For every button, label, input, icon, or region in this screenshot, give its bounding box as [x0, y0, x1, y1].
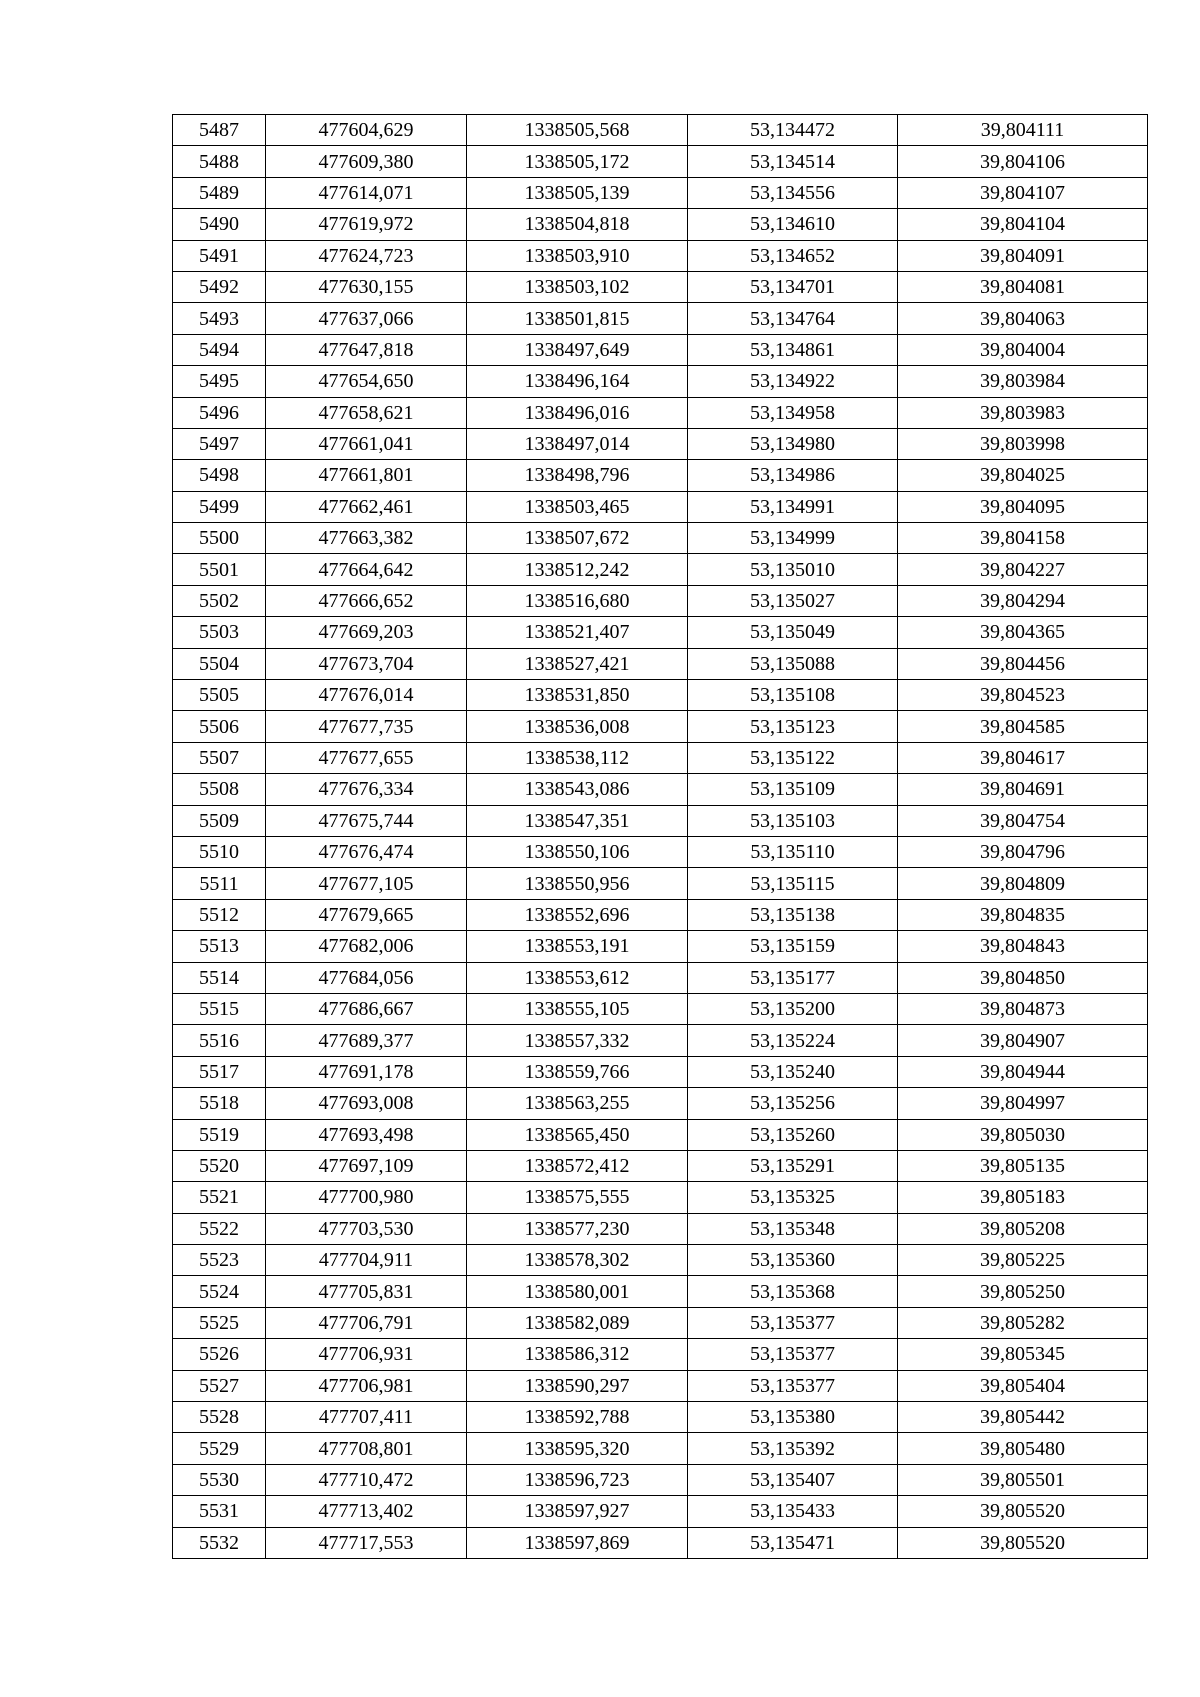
table-row — [173, 1056, 1148, 1087]
point-number-cell: 5487 — [173, 115, 266, 146]
table-row — [173, 899, 1148, 930]
latitude-cell: 53,134861 — [688, 334, 898, 365]
x-coordinate-cell: 477705,831 — [266, 1276, 467, 1307]
latitude-cell: 53,135433 — [688, 1496, 898, 1527]
longitude-cell: 39,804843 — [898, 931, 1148, 962]
point-number-cell: 5501 — [173, 554, 266, 585]
y-coordinate-cell: 1338577,230 — [467, 1213, 688, 1244]
table-row — [173, 742, 1148, 773]
point-number-cell: 5528 — [173, 1402, 266, 1433]
x-coordinate-cell: 477604,629 — [266, 115, 467, 146]
y-coordinate-cell: 1338512,242 — [467, 554, 688, 585]
latitude-cell: 53,135115 — [688, 868, 898, 899]
latitude-cell: 53,135109 — [688, 774, 898, 805]
latitude-cell: 53,134764 — [688, 303, 898, 334]
y-coordinate-cell: 1338503,465 — [467, 491, 688, 522]
table-row — [173, 240, 1148, 271]
x-coordinate-cell: 477609,380 — [266, 146, 467, 177]
x-coordinate-cell: 477713,402 — [266, 1496, 467, 1527]
y-coordinate-cell: 1338505,172 — [467, 146, 688, 177]
latitude-cell: 53,135103 — [688, 805, 898, 836]
x-coordinate-cell: 477717,553 — [266, 1527, 467, 1558]
y-coordinate-cell: 1338503,910 — [467, 240, 688, 271]
longitude-cell: 39,805442 — [898, 1402, 1148, 1433]
longitude-cell: 39,805501 — [898, 1464, 1148, 1495]
point-number-cell: 5509 — [173, 805, 266, 836]
longitude-cell: 39,804106 — [898, 146, 1148, 177]
latitude-cell: 53,135471 — [688, 1527, 898, 1558]
table-row — [173, 1025, 1148, 1056]
longitude-cell: 39,805030 — [898, 1119, 1148, 1150]
point-number-cell: 5498 — [173, 460, 266, 491]
table-row — [173, 303, 1148, 334]
point-number-cell: 5517 — [173, 1056, 266, 1087]
y-coordinate-cell: 1338497,014 — [467, 428, 688, 459]
x-coordinate-cell: 477619,972 — [266, 209, 467, 240]
table-row — [173, 993, 1148, 1024]
x-coordinate-cell: 477697,109 — [266, 1150, 467, 1181]
longitude-cell: 39,805183 — [898, 1182, 1148, 1213]
latitude-cell: 53,135200 — [688, 993, 898, 1024]
latitude-cell: 53,134958 — [688, 397, 898, 428]
table-row — [173, 1433, 1148, 1464]
x-coordinate-cell: 477675,744 — [266, 805, 467, 836]
longitude-cell: 39,804873 — [898, 993, 1148, 1024]
x-coordinate-cell: 477706,981 — [266, 1370, 467, 1401]
x-coordinate-cell: 477707,411 — [266, 1402, 467, 1433]
x-coordinate-cell: 477691,178 — [266, 1056, 467, 1087]
x-coordinate-cell: 477669,203 — [266, 617, 467, 648]
latitude-cell: 53,135377 — [688, 1307, 898, 1338]
x-coordinate-cell: 477679,665 — [266, 899, 467, 930]
y-coordinate-cell: 1338516,680 — [467, 585, 688, 616]
table-row — [173, 1307, 1148, 1338]
y-coordinate-cell: 1338496,016 — [467, 397, 688, 428]
latitude-cell: 53,135122 — [688, 742, 898, 773]
y-coordinate-cell: 1338501,815 — [467, 303, 688, 334]
longitude-cell: 39,804365 — [898, 617, 1148, 648]
point-number-cell: 5516 — [173, 1025, 266, 1056]
point-number-cell: 5530 — [173, 1464, 266, 1495]
point-number-cell: 5496 — [173, 397, 266, 428]
longitude-cell: 39,804691 — [898, 774, 1148, 805]
x-coordinate-cell: 477706,791 — [266, 1307, 467, 1338]
y-coordinate-cell: 1338597,869 — [467, 1527, 688, 1558]
table-row — [173, 554, 1148, 585]
point-number-cell: 5507 — [173, 742, 266, 773]
y-coordinate-cell: 1338498,796 — [467, 460, 688, 491]
latitude-cell: 53,135325 — [688, 1182, 898, 1213]
point-number-cell: 5518 — [173, 1088, 266, 1119]
x-coordinate-cell: 477686,667 — [266, 993, 467, 1024]
y-coordinate-cell: 1338563,255 — [467, 1088, 688, 1119]
table-row — [173, 774, 1148, 805]
point-number-cell: 5522 — [173, 1213, 266, 1244]
point-number-cell: 5515 — [173, 993, 266, 1024]
y-coordinate-cell: 1338536,008 — [467, 711, 688, 742]
point-number-cell: 5492 — [173, 271, 266, 302]
x-coordinate-cell: 477689,377 — [266, 1025, 467, 1056]
point-number-cell: 5497 — [173, 428, 266, 459]
table-row — [173, 1496, 1148, 1527]
point-number-cell: 5503 — [173, 617, 266, 648]
point-number-cell: 5526 — [173, 1339, 266, 1370]
x-coordinate-cell: 477684,056 — [266, 962, 467, 993]
latitude-cell: 53,134999 — [688, 523, 898, 554]
x-coordinate-cell: 477676,014 — [266, 680, 467, 711]
y-coordinate-cell: 1338582,089 — [467, 1307, 688, 1338]
x-coordinate-cell: 477664,642 — [266, 554, 467, 585]
y-coordinate-cell: 1338580,001 — [467, 1276, 688, 1307]
longitude-cell: 39,805404 — [898, 1370, 1148, 1401]
x-coordinate-cell: 477654,650 — [266, 366, 467, 397]
latitude-cell: 53,134991 — [688, 491, 898, 522]
table-row — [173, 1182, 1148, 1213]
table-row — [173, 1150, 1148, 1181]
latitude-cell: 53,135377 — [688, 1370, 898, 1401]
y-coordinate-cell: 1338503,102 — [467, 271, 688, 302]
coordinate-table-body — [173, 115, 1148, 1559]
x-coordinate-cell: 477661,801 — [266, 460, 467, 491]
x-coordinate-cell: 477708,801 — [266, 1433, 467, 1464]
y-coordinate-cell: 1338553,612 — [467, 962, 688, 993]
x-coordinate-cell: 477663,382 — [266, 523, 467, 554]
longitude-cell: 39,804997 — [898, 1088, 1148, 1119]
x-coordinate-cell: 477647,818 — [266, 334, 467, 365]
table-row — [173, 1119, 1148, 1150]
table-row — [173, 177, 1148, 208]
latitude-cell: 53,134610 — [688, 209, 898, 240]
y-coordinate-cell: 1338557,332 — [467, 1025, 688, 1056]
table-row — [173, 1370, 1148, 1401]
table-row — [173, 366, 1148, 397]
latitude-cell: 53,135256 — [688, 1088, 898, 1119]
point-number-cell: 5489 — [173, 177, 266, 208]
longitude-cell: 39,804456 — [898, 648, 1148, 679]
table-row — [173, 868, 1148, 899]
latitude-cell: 53,135377 — [688, 1339, 898, 1370]
longitude-cell: 39,805345 — [898, 1339, 1148, 1370]
point-number-cell: 5495 — [173, 366, 266, 397]
longitude-cell: 39,804025 — [898, 460, 1148, 491]
longitude-cell: 39,804809 — [898, 868, 1148, 899]
longitude-cell: 39,804754 — [898, 805, 1148, 836]
y-coordinate-cell: 1338553,191 — [467, 931, 688, 962]
table-row — [173, 648, 1148, 679]
y-coordinate-cell: 1338538,112 — [467, 742, 688, 773]
point-number-cell: 5508 — [173, 774, 266, 805]
longitude-cell: 39,804835 — [898, 899, 1148, 930]
table-row — [173, 334, 1148, 365]
longitude-cell: 39,803998 — [898, 428, 1148, 459]
point-number-cell: 5525 — [173, 1307, 266, 1338]
y-coordinate-cell: 1338552,696 — [467, 899, 688, 930]
point-number-cell: 5513 — [173, 931, 266, 962]
latitude-cell: 53,135368 — [688, 1276, 898, 1307]
longitude-cell: 39,805208 — [898, 1213, 1148, 1244]
point-number-cell: 5494 — [173, 334, 266, 365]
longitude-cell: 39,804227 — [898, 554, 1148, 585]
latitude-cell: 53,134986 — [688, 460, 898, 491]
point-number-cell: 5490 — [173, 209, 266, 240]
point-number-cell: 5504 — [173, 648, 266, 679]
latitude-cell: 53,135049 — [688, 617, 898, 648]
latitude-cell: 53,135392 — [688, 1433, 898, 1464]
table-row — [173, 146, 1148, 177]
point-number-cell: 5519 — [173, 1119, 266, 1150]
longitude-cell: 39,804104 — [898, 209, 1148, 240]
longitude-cell: 39,805250 — [898, 1276, 1148, 1307]
latitude-cell: 53,134514 — [688, 146, 898, 177]
x-coordinate-cell: 477677,655 — [266, 742, 467, 773]
y-coordinate-cell: 1338565,450 — [467, 1119, 688, 1150]
x-coordinate-cell: 477676,334 — [266, 774, 467, 805]
table-row — [173, 209, 1148, 240]
latitude-cell: 53,135260 — [688, 1119, 898, 1150]
point-number-cell: 5500 — [173, 523, 266, 554]
x-coordinate-cell: 477658,621 — [266, 397, 467, 428]
table-row — [173, 617, 1148, 648]
table-row — [173, 1088, 1148, 1119]
longitude-cell: 39,804907 — [898, 1025, 1148, 1056]
x-coordinate-cell: 477704,911 — [266, 1245, 467, 1276]
latitude-cell: 53,134556 — [688, 177, 898, 208]
table-row — [173, 711, 1148, 742]
longitude-cell: 39,805520 — [898, 1496, 1148, 1527]
longitude-cell: 39,804585 — [898, 711, 1148, 742]
latitude-cell: 53,135088 — [688, 648, 898, 679]
point-number-cell: 5531 — [173, 1496, 266, 1527]
point-number-cell: 5520 — [173, 1150, 266, 1181]
point-number-cell: 5524 — [173, 1276, 266, 1307]
point-number-cell: 5511 — [173, 868, 266, 899]
x-coordinate-cell: 477637,066 — [266, 303, 467, 334]
table-row — [173, 491, 1148, 522]
point-number-cell: 5527 — [173, 1370, 266, 1401]
y-coordinate-cell: 1338497,649 — [467, 334, 688, 365]
y-coordinate-cell: 1338590,297 — [467, 1370, 688, 1401]
x-coordinate-cell: 477624,723 — [266, 240, 467, 271]
longitude-cell: 39,805520 — [898, 1527, 1148, 1558]
longitude-cell: 39,803984 — [898, 366, 1148, 397]
latitude-cell: 53,134652 — [688, 240, 898, 271]
longitude-cell: 39,804944 — [898, 1056, 1148, 1087]
longitude-cell: 39,804158 — [898, 523, 1148, 554]
table-row — [173, 460, 1148, 491]
point-number-cell: 5502 — [173, 585, 266, 616]
latitude-cell: 53,134701 — [688, 271, 898, 302]
point-number-cell: 5491 — [173, 240, 266, 271]
longitude-cell: 39,803983 — [898, 397, 1148, 428]
latitude-cell: 53,135291 — [688, 1150, 898, 1181]
coordinate-table — [172, 114, 1148, 1559]
y-coordinate-cell: 1338586,312 — [467, 1339, 688, 1370]
table-row — [173, 397, 1148, 428]
longitude-cell: 39,804617 — [898, 742, 1148, 773]
y-coordinate-cell: 1338507,672 — [467, 523, 688, 554]
latitude-cell: 53,134980 — [688, 428, 898, 459]
table-row — [173, 271, 1148, 302]
y-coordinate-cell: 1338559,766 — [467, 1056, 688, 1087]
y-coordinate-cell: 1338543,086 — [467, 774, 688, 805]
longitude-cell: 39,804081 — [898, 271, 1148, 302]
longitude-cell: 39,804107 — [898, 177, 1148, 208]
table-row — [173, 805, 1148, 836]
point-number-cell: 5523 — [173, 1245, 266, 1276]
table-row — [173, 1464, 1148, 1495]
table-row — [173, 1213, 1148, 1244]
x-coordinate-cell: 477677,105 — [266, 868, 467, 899]
table-row — [173, 523, 1148, 554]
y-coordinate-cell: 1338521,407 — [467, 617, 688, 648]
longitude-cell: 39,804091 — [898, 240, 1148, 271]
y-coordinate-cell: 1338575,555 — [467, 1182, 688, 1213]
longitude-cell: 39,805480 — [898, 1433, 1148, 1464]
latitude-cell: 53,135159 — [688, 931, 898, 962]
x-coordinate-cell: 477661,041 — [266, 428, 467, 459]
latitude-cell: 53,135224 — [688, 1025, 898, 1056]
latitude-cell: 53,135407 — [688, 1464, 898, 1495]
latitude-cell: 53,135380 — [688, 1402, 898, 1433]
x-coordinate-cell: 477700,980 — [266, 1182, 467, 1213]
point-number-cell: 5505 — [173, 680, 266, 711]
y-coordinate-cell: 1338578,302 — [467, 1245, 688, 1276]
table-row — [173, 585, 1148, 616]
y-coordinate-cell: 1338496,164 — [467, 366, 688, 397]
longitude-cell: 39,805225 — [898, 1245, 1148, 1276]
y-coordinate-cell: 1338572,412 — [467, 1150, 688, 1181]
table-row — [173, 1245, 1148, 1276]
longitude-cell: 39,804095 — [898, 491, 1148, 522]
y-coordinate-cell: 1338505,568 — [467, 115, 688, 146]
latitude-cell: 53,135010 — [688, 554, 898, 585]
x-coordinate-cell: 477703,530 — [266, 1213, 467, 1244]
longitude-cell: 39,804063 — [898, 303, 1148, 334]
latitude-cell: 53,134922 — [688, 366, 898, 397]
y-coordinate-cell: 1338504,818 — [467, 209, 688, 240]
x-coordinate-cell: 477706,931 — [266, 1339, 467, 1370]
y-coordinate-cell: 1338550,956 — [467, 868, 688, 899]
x-coordinate-cell: 477682,006 — [266, 931, 467, 962]
table-row — [173, 836, 1148, 867]
latitude-cell: 53,135110 — [688, 836, 898, 867]
point-number-cell: 5514 — [173, 962, 266, 993]
x-coordinate-cell: 477614,071 — [266, 177, 467, 208]
x-coordinate-cell: 477662,461 — [266, 491, 467, 522]
x-coordinate-cell: 477677,735 — [266, 711, 467, 742]
latitude-cell: 53,135360 — [688, 1245, 898, 1276]
y-coordinate-cell: 1338527,421 — [467, 648, 688, 679]
table-row — [173, 1276, 1148, 1307]
table-row — [173, 1402, 1148, 1433]
point-number-cell: 5532 — [173, 1527, 266, 1558]
y-coordinate-cell: 1338592,788 — [467, 1402, 688, 1433]
latitude-cell: 53,135348 — [688, 1213, 898, 1244]
latitude-cell: 53,135177 — [688, 962, 898, 993]
longitude-cell: 39,804294 — [898, 585, 1148, 616]
longitude-cell: 39,804796 — [898, 836, 1148, 867]
longitude-cell: 39,805135 — [898, 1150, 1148, 1181]
y-coordinate-cell: 1338555,105 — [467, 993, 688, 1024]
x-coordinate-cell: 477693,498 — [266, 1119, 467, 1150]
x-coordinate-cell: 477693,008 — [266, 1088, 467, 1119]
table-row — [173, 428, 1148, 459]
longitude-cell: 39,804004 — [898, 334, 1148, 365]
point-number-cell: 5493 — [173, 303, 266, 334]
y-coordinate-cell: 1338595,320 — [467, 1433, 688, 1464]
latitude-cell: 53,135138 — [688, 899, 898, 930]
point-number-cell: 5506 — [173, 711, 266, 742]
table-row — [173, 1527, 1148, 1558]
table-row — [173, 1339, 1148, 1370]
y-coordinate-cell: 1338505,139 — [467, 177, 688, 208]
point-number-cell: 5488 — [173, 146, 266, 177]
y-coordinate-cell: 1338531,850 — [467, 680, 688, 711]
y-coordinate-cell: 1338550,106 — [467, 836, 688, 867]
y-coordinate-cell: 1338596,723 — [467, 1464, 688, 1495]
latitude-cell: 53,135027 — [688, 585, 898, 616]
x-coordinate-cell: 477710,472 — [266, 1464, 467, 1495]
table-row — [173, 115, 1148, 146]
point-number-cell: 5529 — [173, 1433, 266, 1464]
table-row — [173, 931, 1148, 962]
latitude-cell: 53,135108 — [688, 680, 898, 711]
longitude-cell: 39,805282 — [898, 1307, 1148, 1338]
point-number-cell: 5499 — [173, 491, 266, 522]
latitude-cell: 53,134472 — [688, 115, 898, 146]
y-coordinate-cell: 1338547,351 — [467, 805, 688, 836]
longitude-cell: 39,804850 — [898, 962, 1148, 993]
latitude-cell: 53,135123 — [688, 711, 898, 742]
x-coordinate-cell: 477673,704 — [266, 648, 467, 679]
x-coordinate-cell: 477630,155 — [266, 271, 467, 302]
y-coordinate-cell: 1338597,927 — [467, 1496, 688, 1527]
x-coordinate-cell: 477666,652 — [266, 585, 467, 616]
x-coordinate-cell: 477676,474 — [266, 836, 467, 867]
point-number-cell: 5510 — [173, 836, 266, 867]
table-row — [173, 962, 1148, 993]
longitude-cell: 39,804523 — [898, 680, 1148, 711]
point-number-cell: 5521 — [173, 1182, 266, 1213]
longitude-cell: 39,804111 — [898, 115, 1148, 146]
latitude-cell: 53,135240 — [688, 1056, 898, 1087]
point-number-cell: 5512 — [173, 899, 266, 930]
table-row — [173, 680, 1148, 711]
